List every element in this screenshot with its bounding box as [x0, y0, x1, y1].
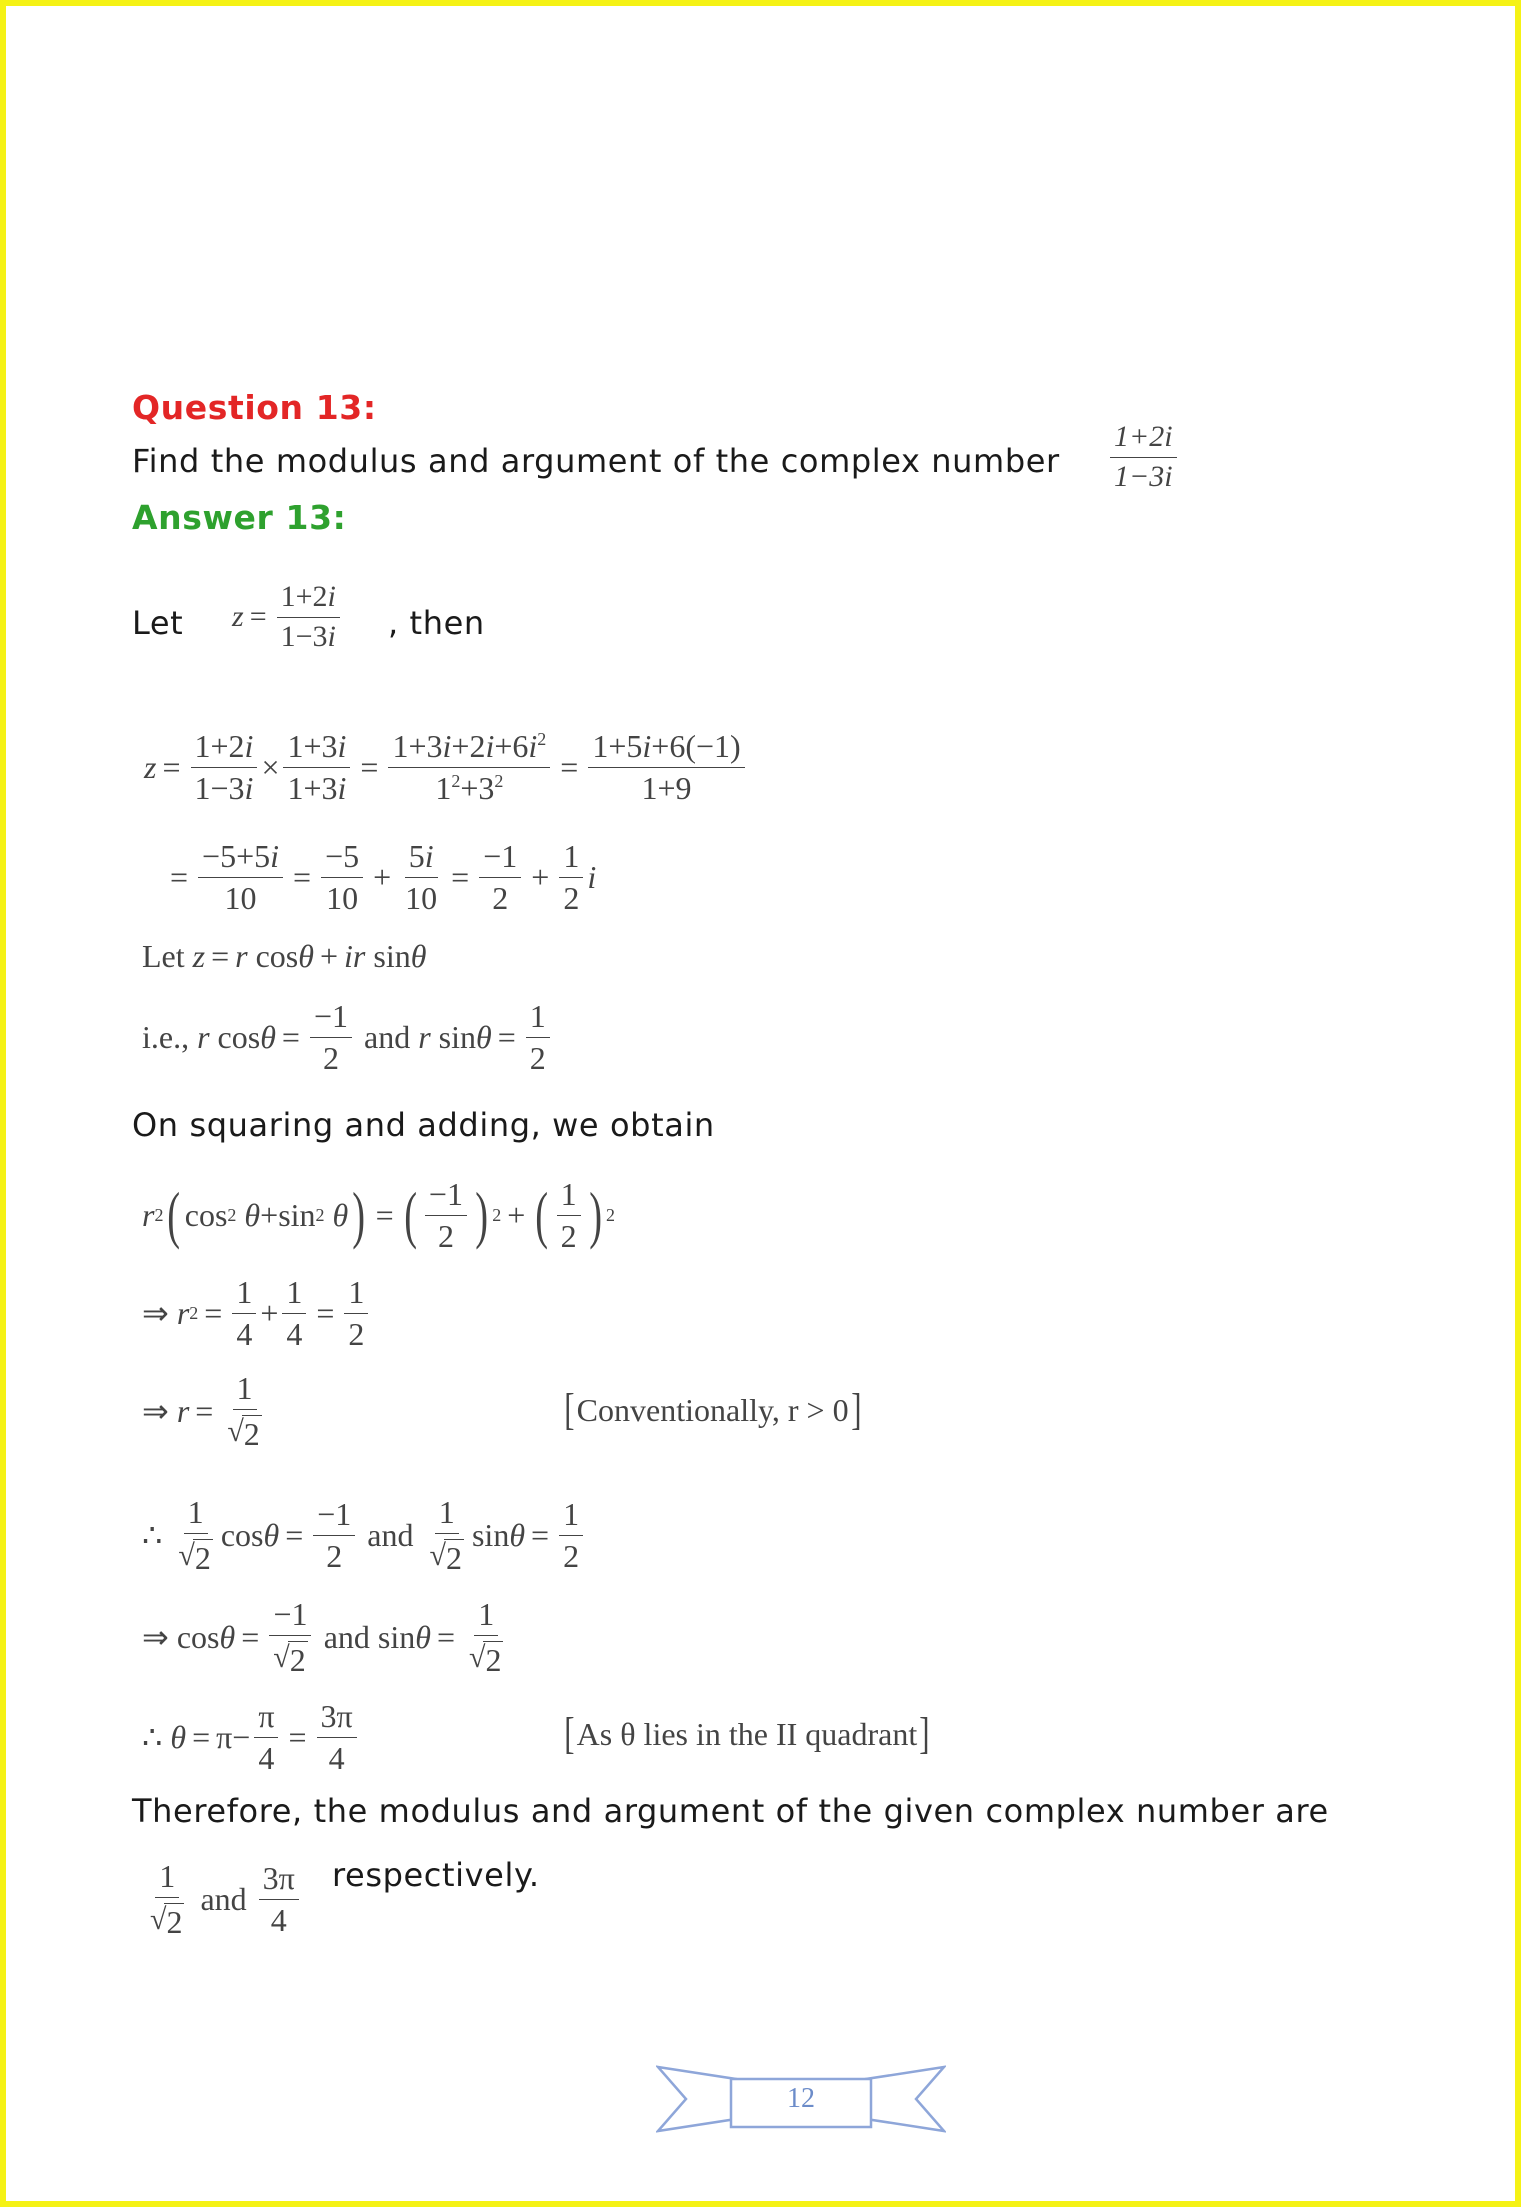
equation-line-1: z = $\frac{1+2i}{1-3i}$ × $\frac{1+3i}{1+3i}$ = $\frac{1+3i+2i+6i^2}{1^2+3^2}$ = $\frac{1+5i+6(-1)}{1+9}$ — [144, 728, 749, 807]
answer-heading: Answer 13: — [132, 498, 347, 537]
then-text: , then — [388, 604, 485, 642]
conventionally-note: [ Conventionally, r > 0 ] — [564, 1385, 862, 1434]
question-text: Find the modulus and argument of the complex number — [132, 442, 1060, 480]
page-number: 12 — [787, 2083, 815, 2114]
conclusion-text: Therefore, the modulus and argument of the given complex number are — [132, 1792, 1329, 1830]
r-value-line: ⇒ r = 1 √ 2 — [142, 1370, 260, 1452]
question-expression: $\frac{1+2i}{1-3i}$ — [1106, 420, 1181, 494]
page-number-ribbon — [656, 2061, 946, 2141]
squaring-text: On squaring and adding, we obtain — [132, 1106, 715, 1144]
let-label: Let — [132, 604, 184, 642]
cos-sin-scaled-line: ∴ 1 √ 2 cos θ = $\frac{-1}{2}$ and 1 √ 2 sin θ = $\frac{1}{2}$ — [142, 1494, 587, 1577]
squared-equation: r 2 ( cos 2 θ +sin 2 θ ) = ( $\frac{-1}{2}$ ) 2 + ( $\frac{1}{2}$ ) 2 — [142, 1176, 615, 1254]
let-z-equation: z = $\frac{1+2i}{1-3i}$ — [232, 580, 344, 654]
r-squared-line: ⇒ r 2 = $\frac{1}{4}$ + $\frac{1}{4}$ = $\frac{1}{2}$ — [142, 1274, 372, 1353]
ie-line: i.e., r cos θ = $\frac{-1}{2}$ and r sin θ = $\frac{1}{2}$ — [142, 998, 554, 1077]
theta-line: ∴ θ = π− $\frac{\pi}{4}$ = $\frac{3\pi}{4}$ — [142, 1698, 361, 1777]
respectively-text: respectively. — [332, 1856, 540, 1894]
final-values: 1 √ 2 and $\frac{3\pi}{4}$ — [142, 1858, 303, 1941]
polar-form-line: Let z = r cos θ + ir sin θ — [142, 938, 427, 974]
equation-line-2: = $\frac{-5+5i}{10}$ = $\frac{-5}{10}$ + $\frac{5i}{10}$ = $\frac{-1}{2}$ + $\frac{1}{2}$ i — [170, 838, 597, 916]
quadrant-note: [ As θ lies in the II quadrant ] — [564, 1709, 930, 1758]
question-heading: Question 13: — [132, 388, 377, 427]
cos-sin-values-line: ⇒ cos θ = −1 √ 2 and sin θ = 1 √ 2 — [142, 1596, 502, 1678]
